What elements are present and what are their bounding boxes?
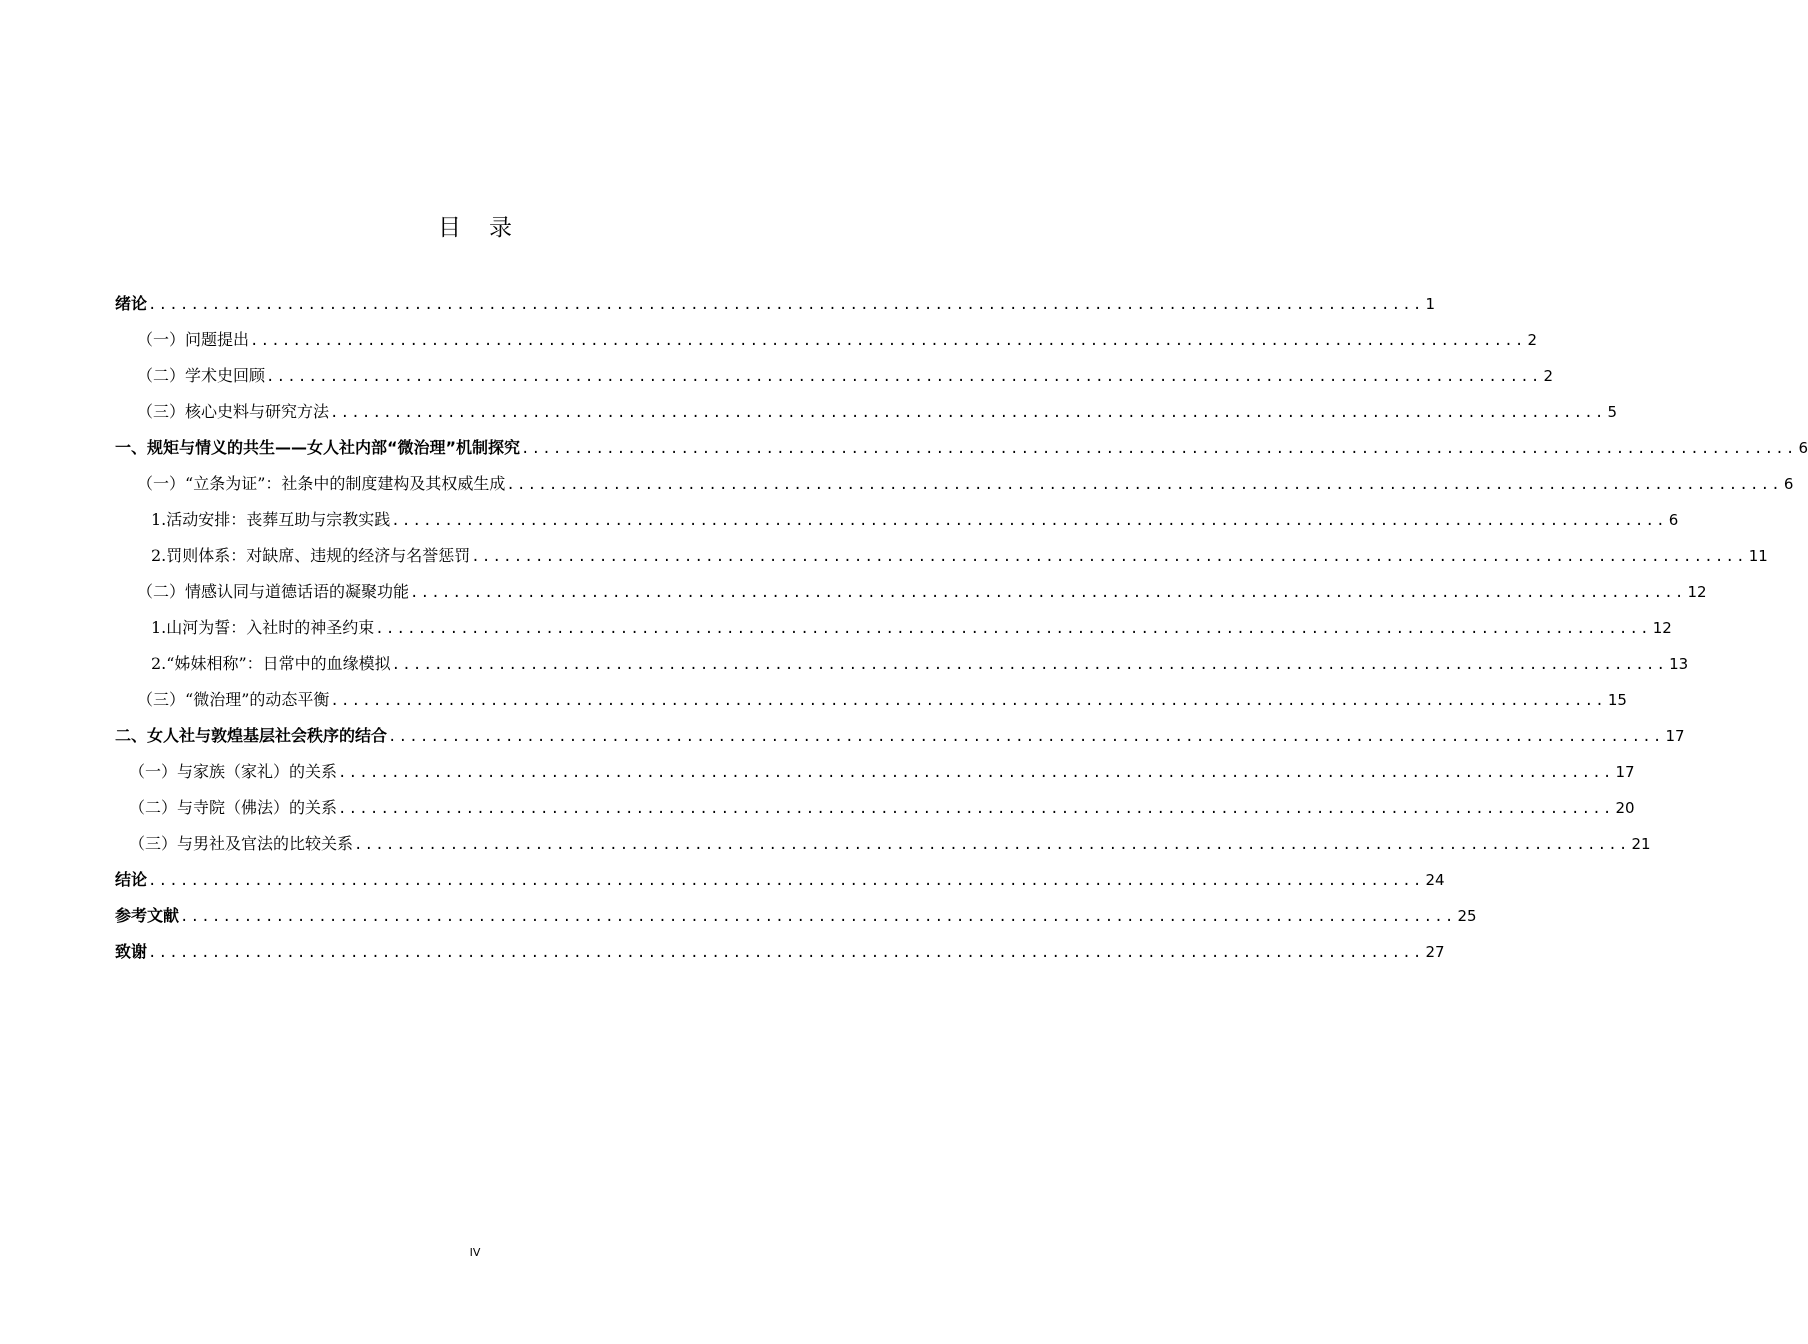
toc-entry-sources-methods[interactable] [115,398,1618,434]
toc-entry-title: 活动安排：丧葬互助与宗教实践 [166,510,391,529]
toc-entry-chapter-2[interactable] [115,722,1685,758]
dot-leader: ........................................................................................................................ [338,765,1614,781]
toc-entry-chapter-1-3[interactable] [115,686,1627,722]
toc-entry-title: 问题提出 [185,330,250,349]
toc-page-number: 1 [1425,295,1436,313]
dot-leader: ........................................................................................................................ [148,873,1424,889]
toc-entry-title: “姊妹相称”：日常中的血缘模拟 [166,654,391,673]
toc-page-number: 12 [1687,583,1707,601]
toc-entry-number: 1. [151,510,167,529]
toc-entry-chapter-2-2[interactable] [115,794,1635,830]
toc-page-number: 27 [1425,943,1445,961]
toc-page-number: 25 [1457,907,1477,925]
toc-page-number: 21 [1631,835,1651,853]
title-char-1: 目 [438,215,461,241]
dot-leader: ........................................................................................................................ [391,513,1667,529]
toc-page-number: 5 [1607,403,1618,421]
dot-leader: ........................................................................................................................ [388,729,1664,745]
dot-leader: ........................................................................................................................ [471,549,1747,565]
toc-entry-conclusion[interactable] [115,866,1445,902]
toc-entry-chapter-1-2-1[interactable] [115,614,1672,650]
table-of-contents [115,290,1808,974]
toc-entry-title: 致谢 [115,942,148,961]
toc-entry-number: （三） [129,834,178,853]
dot-leader: ........................................................................................................................ [180,909,1456,925]
toc-entry-number: 2. [151,546,167,565]
dot-leader: ........................................................................................................................ [338,801,1614,817]
toc-entry-title: “微治理”的动态平衡 [185,690,330,709]
toc-entry-problem[interactable] [115,326,1538,362]
toc-entry-number: （一） [129,762,178,781]
toc-entry-chapter-1[interactable] [115,434,1808,470]
toc-entry-number: 2. [151,654,167,673]
toc-entry-chapter-2-3[interactable] [115,830,1651,866]
toc-entry-chapter-1-1[interactable] [115,470,1794,506]
toc-page-number: 2 [1527,331,1538,349]
toc-entry-number: （一） [137,474,186,493]
dot-leader: ........................................................................................................................ [375,621,1651,637]
toc-entry-title: 女人社与敦煌基层社会秩序的结合 [147,726,388,745]
dot-leader: ........................................................................................................................ [250,333,1526,349]
toc-entry-title: 参考文献 [115,906,180,925]
toc-page-number: 12 [1652,619,1672,637]
toc-entry-title: 与男社及官法的比较关系 [177,834,354,853]
toc-entry-title: 学术史回顾 [185,366,266,385]
toc-entry-introduction[interactable] [115,290,1436,326]
dot-leader: ........................................................................................................................ [521,441,1797,457]
toc-entry-title: 核心史料与研究方法 [185,402,330,421]
toc-entry-references[interactable] [115,902,1477,938]
toc-page-number: 11 [1748,547,1768,565]
toc-entry-title: 绪论 [115,294,148,313]
toc-page-number: 17 [1615,763,1635,781]
toc-entry-chapter-1-1-1[interactable] [115,506,1679,542]
toc-entry-chapter-1-1-2[interactable] [115,542,1768,578]
toc-entry-title: 情感认同与道德话语的凝聚功能 [185,582,410,601]
dot-leader: ........................................................................................................................ [354,837,1630,853]
title-char-2: 录 [489,215,512,241]
dot-leader: ........................................................................................................................ [330,693,1606,709]
dot-leader: ........................................................................................................................ [266,369,1542,385]
toc-entry-number: （一） [137,330,186,349]
toc-entry-number: （二） [137,366,186,385]
toc-entry-chapter-1-2[interactable] [115,578,1707,614]
page-footer-number: IV [469,1246,481,1259]
toc-entry-title: 一、规矩与情义的共生——女人社内部“微治理”机制探究 [115,438,521,457]
dot-leader: ........................................................................................................................ [410,585,1686,601]
toc-entry-title: 山河为誓：入社时的神圣约束 [166,618,375,637]
toc-entry-title: 与家族（家礼）的关系 [177,762,338,781]
toc-page-number: 6 [1668,511,1679,529]
toc-entry-number: （二） [129,798,178,817]
toc-page-number: 13 [1669,655,1689,673]
toc-page-number: 2 [1543,367,1554,385]
toc-page-number: 20 [1615,799,1635,817]
toc-entry-chapter-2-1[interactable] [115,758,1635,794]
toc-entry-title: 结论 [115,870,148,889]
toc-entry-number: 1. [151,618,167,637]
toc-page-number: 24 [1425,871,1445,889]
dot-leader: ........................................................................................................................ [391,657,1668,673]
page-title [0,212,950,244]
dot-leader: ........................................................................................................................ [506,477,1782,493]
toc-page-number: 6 [1798,439,1808,457]
toc-entry-title: 罚则体系：对缺席、违规的经济与名誉惩罚 [166,546,471,565]
toc-page-number: 6 [1783,475,1794,493]
toc-entry-chapter-1-2-2[interactable] [115,650,1689,686]
toc-entry-number: （三） [137,690,186,709]
dot-leader: ........................................................................................................................ [148,297,1424,313]
toc-entry-title: 与寺院（佛法）的关系 [177,798,338,817]
toc-page-number: 17 [1665,727,1685,745]
toc-entry-number: 二、 [115,726,148,745]
dot-leader: ........................................................................................................................ [330,405,1606,421]
dot-leader: ........................................................................................................................ [148,945,1424,961]
toc-entry-number: （三） [137,402,186,421]
toc-entry-number: （二） [137,582,186,601]
toc-entry-acknowledgements[interactable] [115,938,1445,974]
toc-entry-title: “立条为证”：社条中的制度建构及其权威生成 [185,474,506,493]
toc-page-number: 15 [1607,691,1627,709]
toc-entry-literature-review[interactable] [115,362,1554,398]
